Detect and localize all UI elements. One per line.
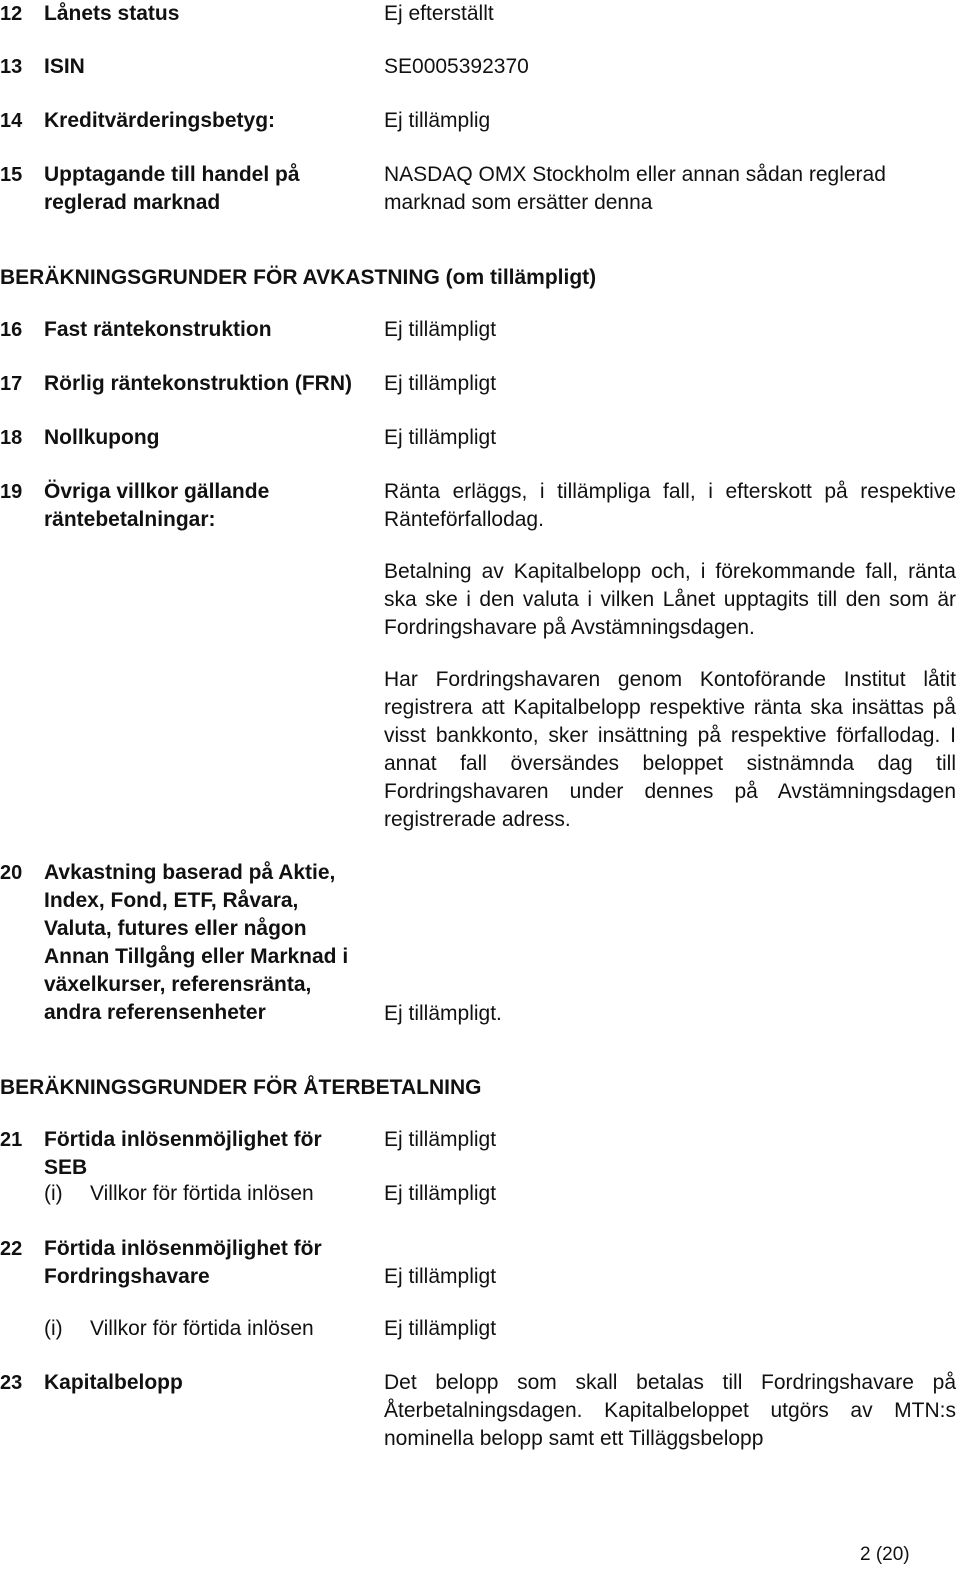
item-label: Förtida inlösenmöjlighet för SEB: [44, 1128, 322, 1179]
item-number: 20: [0, 862, 23, 884]
item-value: Ej tillämpligt: [384, 1317, 497, 1340]
sub-item-label: Villkor för förtida inlösen: [90, 1182, 314, 1205]
item-label: Nollkupong: [44, 426, 160, 449]
item-label: Avkastning baserad på Aktie, Index, Fond, ETF, Råvara, Valuta, futures eller någon Annan Tillgång eller Marknad i växelkurser, referensränta, andra referensenheter: [44, 861, 349, 1024]
item-number: 22: [0, 1238, 23, 1260]
item-value: Ej tillämplig: [384, 109, 491, 132]
item-value: SE0005392370: [384, 55, 529, 78]
item-value: Ej tillämpligt: [384, 372, 497, 395]
paragraph-bank-account: Har Fordringshavaren genom Kontoförande Institut låtit registrera att Kapitalbelopp respektive ränta ska insättas på visst bankkonto, sker insättning på respektive förfallodag. I annat fall översändes beloppet sistnämnda dag till Fordringshavaren under dennes på Avstämningsdagen registrerade adress.: [384, 668, 956, 831]
sub-item-label: Villkor för förtida inlösen: [90, 1317, 314, 1340]
item-number: 12: [0, 3, 23, 25]
item-label: Lånets status: [44, 2, 180, 25]
sub-item-marker: (i): [44, 1182, 63, 1205]
item-label: Övriga villkor gällande räntebetalningar:: [44, 480, 270, 531]
item-number: 13: [0, 56, 23, 78]
item-value: Ej efterställt: [384, 2, 494, 25]
item-number: 23: [0, 1372, 23, 1394]
item-label: Förtida inlösenmöjlighet för Fordringshavare: [44, 1237, 322, 1288]
item-number: 18: [0, 427, 23, 449]
item-number: 19: [0, 481, 23, 503]
item-number: 15: [0, 164, 23, 186]
item-number: 21: [0, 1129, 23, 1151]
page-number: 2 (20): [860, 1544, 910, 1565]
item-label: ISIN: [44, 55, 85, 78]
item-value: Det belopp som skall betalas till Fordringshavare på Återbetalningsdagen. Kapitalbeloppet utgörs av MTN:s nominella belopp samt ett Tilläggsbelopp: [384, 1371, 956, 1450]
item-number: 16: [0, 319, 23, 341]
item-value: Ej tillämpligt: [384, 318, 497, 341]
item-number: 17: [0, 373, 23, 395]
paragraph-capital-payment: Betalning av Kapitalbelopp och, i förekommande fall, ränta ska ske i den valuta i vilken Lånet upptagits till den som är Fordringshavare på Avstämningsdagen.: [384, 560, 956, 639]
item-value: NASDAQ OMX Stockholm eller annan sådan reglerad marknad som ersätter denna: [384, 163, 886, 214]
item-label: Kapitalbelopp: [44, 1371, 183, 1394]
section-heading-avkastning: BERÄKNINGSGRUNDER FÖR AVKASTNING (om tillämpligt): [0, 266, 597, 289]
item-label: Upptagande till handel på reglerad marknad: [44, 163, 300, 214]
section-heading-aterbetalning: BERÄKNINGSGRUNDER FÖR ÅTERBETALNING: [0, 1076, 482, 1099]
item-value: Ej tillämpligt: [384, 1128, 497, 1151]
item-value: Ej tillämpligt.: [384, 1002, 502, 1025]
item-label: Fast räntekonstruktion: [44, 318, 272, 341]
item-value: Ej tillämpligt: [384, 1182, 497, 1205]
paragraph-interest-payment: Ränta erläggs, i tillämpliga fall, i efterskott på respektive Ränteförfallodag.: [384, 480, 956, 531]
item-label: Rörlig räntekonstruktion (FRN): [44, 372, 352, 395]
item-value: Ej tillämpligt: [384, 426, 497, 449]
item-number: 14: [0, 110, 23, 132]
item-label: Kreditvärderingsbetyg:: [44, 109, 276, 132]
item-value: Ej tillämpligt: [384, 1265, 497, 1288]
sub-item-marker: (i): [44, 1317, 63, 1340]
